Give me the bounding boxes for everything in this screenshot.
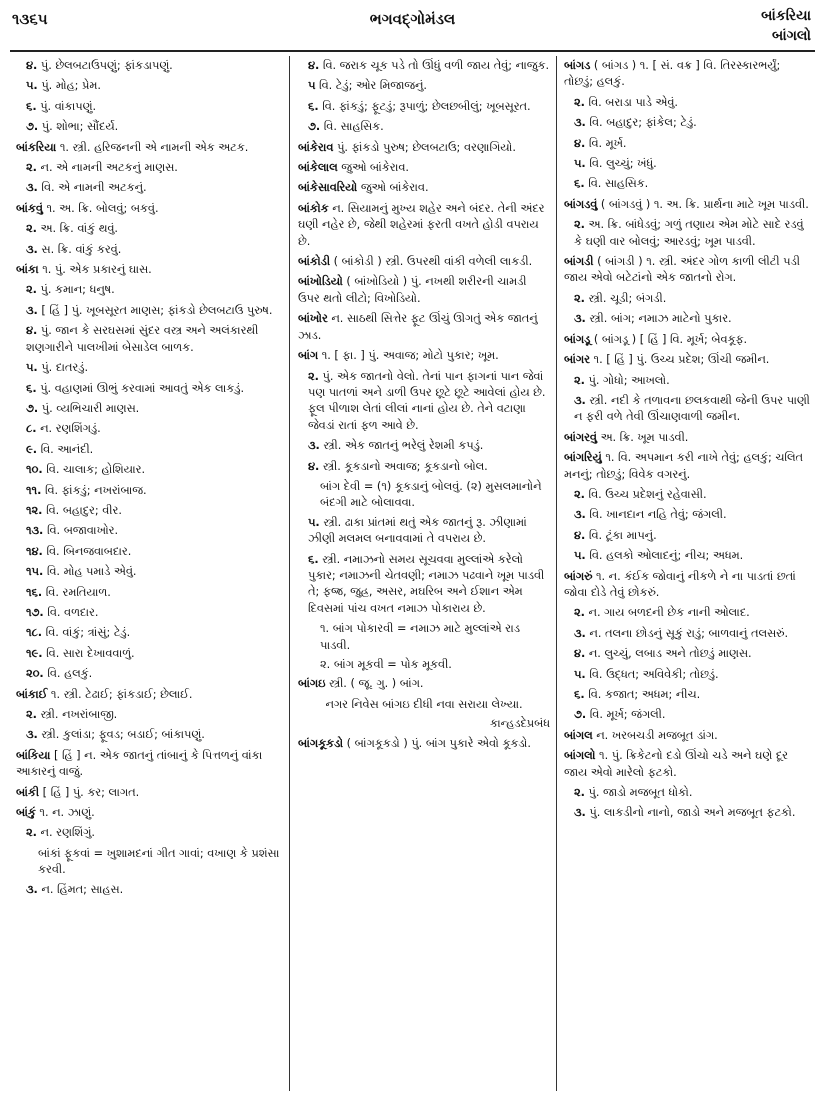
sense-line — [564, 136, 812, 152]
sense-definition: પું. છેલબટાઉપણું; ફાંકડાપણું. — [40, 59, 173, 72]
sense-line — [16, 564, 284, 580]
sense-line — [564, 487, 812, 503]
idiom-line: ૨. બાંગ મૂકવી = પોક મૂકવી. — [320, 658, 452, 671]
sense-number: ૩. — [26, 242, 38, 256]
sense-line — [564, 626, 812, 642]
sense-line — [564, 667, 812, 683]
entry-headword: બાંગ — [298, 349, 319, 363]
sense-number: ૧૬. — [26, 585, 43, 599]
sense-definition: સ્ત્રી. નખરાંબાજી. — [40, 708, 118, 721]
entry-headword: બાંકાઈ — [16, 687, 48, 701]
sense-definition: વિ. સાહસિક. — [323, 120, 384, 134]
entry-headword: બાંકેસાવરિયો — [298, 181, 358, 195]
sense-line — [564, 393, 812, 426]
sense-line — [564, 805, 812, 821]
dictionary-entry — [298, 140, 550, 156]
idiom-line: ૧. બાંગ પોકારવી = નમાઝ માટે મુલ્લાંએ રાડ પાડવી. — [320, 622, 520, 652]
sense-number: ૫. — [308, 515, 320, 529]
sense-line — [564, 687, 812, 703]
sense-number: ૨. — [26, 826, 37, 840]
guide-word-last: બાંગલો — [772, 28, 811, 44]
dictionary-entry — [16, 805, 284, 821]
entry-headword: બાંગરું — [564, 569, 593, 583]
sense-definition: વિ. ટેડું; ઓર મિજાજનું. — [319, 79, 427, 93]
sense-number: ૩. — [26, 882, 38, 896]
sense-definition: વિ. હલકું. — [47, 667, 93, 681]
sense-number: ૪. — [26, 324, 38, 338]
sense-line — [16, 401, 284, 417]
page-number: ૧૩૬૫ — [12, 10, 48, 28]
page-title: ભગવદ્ગોમંડલ — [369, 10, 456, 28]
sense-line — [298, 78, 550, 94]
dictionary-entry — [16, 785, 284, 801]
dictionary-entry — [564, 748, 812, 781]
entry-definition: પું. ફાંકડો પુરુષ; છેલબટાઉ; વરણાગિયો. — [337, 140, 516, 154]
entry-definition: ન. સાઠથી સિત્તેર ફૂટ ઊંચું ઊગતું એક જાતનું ઝાડ. — [298, 312, 538, 342]
entry-headword: બાંગડી — [564, 255, 594, 269]
sense-definition: પું. લાકડીનો નાનો, જાડો અને મજબૂત ફટકો. — [589, 806, 796, 820]
sense-definition: સ્ત્રી. ચૂડી; બંગડી. — [588, 291, 667, 305]
sense-number: ૮. — [26, 422, 37, 436]
sense-number: ૨. — [574, 487, 585, 501]
sense-line — [16, 544, 284, 560]
sense-definition: વિ. આનંદી. — [40, 442, 94, 456]
idiom-line: બાંગ દેવી = (૧) કૂકડાનું બોલવું. (૨) મુસલમાનોને બંદગી માટે બોલાવવા. — [320, 479, 542, 510]
sense-line — [16, 421, 284, 437]
column-right — [564, 58, 812, 1089]
sense-line — [298, 99, 550, 115]
dictionary-entry — [16, 748, 284, 781]
sense-definition: વિ. ઉદ્ધત; અવિવેકી; તોછડું. — [589, 667, 719, 681]
dictionary-entry — [564, 58, 812, 91]
sense-definition: ન. હિંમત; સાહસ. — [41, 882, 124, 896]
sense-number: ૬. — [574, 177, 585, 191]
sense-definition: પું. એક જાતનો વેલો. તેનાં પાન ફાગનાં પાન જેવાં પણ પાતળાં અને ડાળી ઉપર છૂટે છૂટે આવેલાં હોય છે. ફૂલ પીળાશ લેતાં લીલાં નાનાં હોય છે. તેને વટાણા જેવડાં રાતાં ફળ આવે છે. — [308, 369, 546, 432]
entry-definition: ૧. સ્ત્રી. હરિજનની એ નામની એક અટક. — [59, 140, 249, 154]
sense-number: ૩. — [574, 393, 586, 407]
sense-line — [16, 825, 284, 841]
sense-number: ૭. — [308, 120, 321, 134]
dictionary-entry — [298, 160, 550, 176]
sense-definition: વિ. બરાડા પાડે એવું. — [588, 95, 678, 109]
sense-definition: ન. તલના છોડનું સૂકું રાડું; બાળવાનું તલસરું. — [589, 626, 789, 640]
column-left — [16, 58, 284, 1089]
sense-number: ૫. — [574, 667, 586, 681]
sense-number: ૩. — [574, 312, 586, 326]
sense-number: ૨. — [574, 373, 585, 387]
entry-headword: બાંકરિયા — [16, 140, 57, 154]
sense-number: ૬. — [308, 99, 319, 113]
sense-line — [16, 323, 284, 356]
sense-number: ૧૭. — [26, 605, 44, 619]
entry-headword: બાંગડૂ — [564, 332, 591, 346]
sense-number: ૩. — [574, 508, 586, 522]
entry-definition: અ. ક્રિ. ખૂમ પાડવી. — [600, 430, 689, 444]
sense-definition: વિ. ફાંકડું; ફૂટડું; રૂપાળું; છેલછબીલું; ખૂબસૂરત. — [322, 99, 531, 113]
sense-number: ૧૮. — [26, 626, 43, 640]
entry-definition: ૧. સ્ત્રી. ટેઢાઈ; ફાંકડાઈ; છેલાઈ. — [50, 687, 193, 701]
entry-headword: બાંગરિયું — [564, 451, 602, 465]
entry-definition: ૧. [ હિં ] પું. ઉચ્ચ પ્રદેશ; ઊંચી જમીન. — [593, 353, 770, 367]
dictionary-entry — [298, 736, 550, 752]
entry-headword: બાંખોર — [298, 312, 328, 326]
sense-definition: ન. ગાય બળદની છેક નાની ઓલાદ. — [588, 606, 750, 620]
sense-line — [564, 707, 812, 723]
sense-definition: વિ. બહાદુર; ફાંકેલ; ટેડું. — [589, 116, 697, 130]
sense-definition: સ્ત્રી. નદી કે તળાવના છલકવાથી જેની ઉપર પાણી ન ફરી વળે તેવી ઊંચાણવાળી જમીન. — [574, 393, 810, 424]
sense-line — [298, 515, 550, 548]
sense-line — [298, 58, 550, 74]
sense-definition: વિ. ટૂંકા માપનું. — [588, 528, 657, 542]
sense-number: ૫. — [26, 361, 38, 375]
dictionary-entry — [564, 569, 812, 602]
entry-definition: ( બાંકોડી ) સ્ત્રી. ઉપરથી વાંકી વળેલી લાકડી. — [333, 255, 533, 269]
sense-number: ૧૩. — [26, 524, 44, 538]
column-divider-1 — [289, 56, 290, 1091]
sense-line — [564, 115, 812, 131]
sense-line — [16, 727, 284, 743]
sense-number: ૩. — [574, 116, 586, 130]
sense-definition: પું. દાતરડું. — [41, 361, 89, 375]
dictionary-entry — [16, 687, 284, 703]
header-rule — [10, 50, 815, 52]
entry-definition: ( બાંગડ ) ૧. [ સં. વક્ર ] વિ. તિરસ્કારભર્યું; તોછડું; હલકું. — [564, 59, 781, 89]
sense-number: ૪. — [308, 459, 320, 473]
sense-definition: સ્ત્રી. એક જાતનું ભરેલું રેશમી કપડું. — [323, 439, 484, 453]
entry-headword: બાંકેલાલ — [298, 161, 338, 175]
sense-definition: પું. ગોધો; આખલો. — [588, 373, 670, 387]
entry-headword: બાંગલ — [564, 728, 593, 742]
sense-definition: વિ. ઉચ્ચ પ્રદેશનું રહેવાસી. — [588, 487, 707, 501]
page-header — [0, 0, 825, 54]
entry-definition: ન. સિયામનું મુખ્ય શહેર અને બંદર. તેની અંદર ઘણી નહેર છે, જેથી શહેરમાં ફરતી વખતે હોડી વપરાય છે. — [298, 201, 545, 248]
entry-definition: ૧. પું. એક પ્રકારનું ઘાસ. — [42, 263, 152, 277]
sense-definition: વિ. વળદાર. — [47, 605, 99, 619]
entry-definition: [ હિં ] ન. એક જાતનું તાંબાનું કે પિત્તળનું વાંકા આકારનું વાજું. — [16, 748, 263, 779]
sense-definition: સ્ત્રી. બાંગ; નમાઝ માટેનો પુકાર. — [589, 312, 732, 326]
sense-definition: વિ. બજાવાખોર. — [46, 524, 119, 538]
sense-definition: પું. વહાણમાં ઊભું કરવામાં આવતું એક લાકડું. — [40, 381, 245, 395]
sense-number: ૪. — [574, 136, 586, 150]
dictionary-entry — [298, 254, 550, 270]
sense-definition: વિ. એ નામની અટકનું. — [41, 181, 147, 195]
sense-line — [16, 119, 284, 135]
sense-definition: ન. એ નામની અટકનું માણસ. — [40, 161, 178, 175]
entry-definition: ( બાંગડવું ) ૧. અ. ક્રિ. પ્રાર્થના માટે ખૂમ પાડવી. — [600, 197, 809, 211]
entry-definition: ૧. અ. ક્રિ. બોલવું; બકવું. — [46, 201, 159, 215]
sense-number: ૫. — [574, 549, 586, 563]
sense-definition: વિ. રમતિયાળ. — [45, 585, 111, 599]
sense-definition: વિ. મોહ પમાડે એવું. — [46, 565, 137, 579]
entry-headword: બાંકું — [16, 806, 36, 820]
sense-line — [16, 160, 284, 176]
sense-definition: અ. ક્રિ. વાંકું થવું. — [40, 222, 119, 236]
entry-definition: ( બાંખોડિયો ) પું. નખથી શરીરની ચામડી ઉપર થતો લીટો; વિખોડિયો. — [298, 275, 527, 305]
column-middle — [298, 58, 550, 1089]
sense-definition: વિ. ખાનદાન નહિ તેવું; જંગલી. — [589, 508, 727, 522]
sense-definition: પું. શોભા; સૌંદર્ય. — [41, 120, 119, 134]
sense-line — [16, 666, 284, 682]
sense-number: ૪. — [308, 59, 320, 72]
entry-headword: બાંકિયા — [16, 748, 51, 762]
sense-definition: સ્ત્રી. નમાઝનો સમય સૂચવવા મુલ્લાંએ કરેલો પુકાર; નમાઝની ચેતવણી; નમાઝ પઢવાને ખૂમ પાડવી તે; ફજ્ર, જુહ્ર, અસર, મઘરિબ અને ઈશાન એમ દિવસમાં પાંચ વખત નમાઝ પોકારાય છે. — [308, 552, 545, 615]
sense-number: ૩. — [26, 728, 38, 742]
sense-definition: વિ. વાંકું; ત્રાંસું; ટેડું. — [45, 626, 131, 640]
sense-number: ૩. — [574, 806, 586, 820]
sense-definition: સ્ત્રી. કૂકડાનો અવાજ; કૂકડાનો બોલ. — [322, 459, 488, 473]
sense-number: ૩. — [308, 439, 320, 453]
sense-line — [564, 507, 812, 523]
sense-number: ૪. — [574, 528, 586, 542]
dictionary-entry — [564, 352, 812, 368]
entry-definition: ( બાંગડૂ ) [ હિં ] વિ. મૂર્ખ; બેવકૂફ. — [593, 332, 748, 346]
entry-headword: બાંકા — [16, 263, 39, 277]
sense-number: ૨. — [574, 291, 585, 305]
entry-headword: બાંકવું — [16, 201, 43, 215]
sense-line — [564, 217, 812, 250]
sense-definition: વિ. ફાંકડું; નખરાંબાજ. — [44, 483, 147, 497]
sense-number: ૧૯. — [26, 646, 43, 660]
entry-definition: ન. ખરબચડી મજબૂત ડાંગ. — [596, 728, 718, 742]
sense-definition: વિ. કજાત; અધમ; નીચ. — [588, 688, 701, 701]
dictionary-entry — [564, 728, 812, 744]
sense-number: ૨. — [308, 369, 319, 383]
sense-number: ૨. — [574, 95, 585, 109]
sense-line — [16, 882, 284, 898]
sense-line — [16, 625, 284, 641]
sense-number: ૫. — [574, 157, 586, 171]
dictionary-entry — [564, 197, 812, 213]
sense-number: ૩. — [26, 303, 38, 317]
entry-definition: [ હિં ] પું. કર; લાગત. — [42, 785, 140, 799]
entry-headword: બાંખોડિયો — [298, 275, 343, 289]
sense-line — [16, 78, 284, 94]
entry-definition: ૧. ન. ઝાણું. — [39, 806, 95, 820]
entry-definition: ૧. [ ફા. ] પું. અવાજ; મોટો પુકાર; ખૂમ. — [321, 349, 499, 363]
sense-definition: વિ. સાહસિક. — [588, 177, 649, 191]
dictionary-entry — [564, 450, 812, 483]
sense-line — [564, 373, 812, 389]
entry-definition: જુઓ બાંકેરાવ. — [341, 161, 409, 175]
sense-line — [298, 552, 550, 618]
sense-definition: પું. કમાન; ધનુષ. — [40, 283, 115, 297]
sense-number: ૧૦. — [26, 463, 43, 477]
sense-line — [16, 360, 284, 376]
entry-headword: બાંકી — [16, 785, 40, 799]
sense-line — [564, 605, 812, 621]
dictionary-entry — [298, 201, 550, 250]
dictionary-entry — [564, 430, 812, 446]
sense-number: ૨. — [26, 161, 37, 175]
sense-line — [16, 503, 284, 519]
sense-number: ૩. — [26, 181, 38, 195]
entry-headword: બાંગડવું — [564, 197, 598, 211]
sense-line — [564, 785, 812, 801]
sense-line — [298, 438, 550, 454]
sense-line — [16, 605, 284, 621]
dictionary-entry — [564, 254, 812, 287]
entry-headword: બાંગલો — [564, 749, 596, 763]
sense-number: ૨૦. — [26, 667, 44, 681]
sense-line — [298, 369, 550, 435]
entry-headword: બાંકોડી — [298, 255, 331, 269]
sense-line — [564, 646, 812, 662]
sense-number: ૧૧. — [26, 483, 42, 497]
sense-definition: પું. વ્યભિચારી માણસ. — [41, 401, 140, 415]
dictionary-entry — [16, 140, 284, 156]
guide-word-first: બાંકરિયા — [761, 8, 811, 24]
sense-number: ૬. — [26, 381, 37, 395]
sense-line — [16, 707, 284, 723]
sense-number: ૬. — [574, 688, 585, 701]
sense-line — [16, 646, 284, 662]
sense-number: ૨. — [26, 222, 37, 236]
sense-line — [564, 311, 812, 327]
entry-headword: બાંકોક — [298, 201, 329, 215]
dictionary-entry — [16, 201, 284, 217]
idiom-line: બાંકાં ફૂકવાં = ખુશામદનાં ગીત ગાવાં; વખાણ કે પ્રશંસા કરવી. — [38, 846, 280, 877]
sense-number: ૬. — [308, 552, 319, 566]
sense-number: ૧૫. — [26, 565, 44, 579]
sense-definition: વિ. બિનજવાબદાર. — [46, 544, 132, 558]
sense-definition: પું. વાંકાપણું. — [40, 99, 97, 113]
sense-definition: વિ. મૂર્ખ. — [588, 136, 627, 150]
entry-definition: ૧. વિ. અપમાન કરી નાખે તેવું; હલકું; ચલિત મનનું; તોછડું; વિવેક વગરનું. — [564, 451, 804, 481]
entry-definition: ૧. પું. ક્રિકેટનો દડો ઊંચો ચડે અને ઘણે દૂર જાય એવો મારેલો ફટકો. — [564, 749, 788, 779]
sense-definition: સ્ત્રી. કુલાંડા; ફૂવડ; બડાઈ; બાંકાપણું. — [41, 728, 205, 742]
sense-definition: વિ. બહાદુર; વીર. — [46, 503, 122, 517]
quotation-line: નગર નિવેસ બાંગઇ દીધી નવા સરાયા લેખ્યા. — [325, 697, 523, 711]
sense-definition: વિ. સારા દેખાવવાળું. — [46, 646, 135, 660]
sense-number: ૫ — [308, 79, 316, 93]
dictionary-entry — [564, 332, 812, 348]
sense-definition: સ્ત્રી. ઢાકા પ્રાંતમાં થતું એક જાતનું રૂ. ઝીણામાં ઝીણી મલમલ બનાવવામાં તે વપરાય છે. — [308, 515, 527, 546]
sense-definition: પું. મોહ; પ્રેમ. — [41, 79, 101, 93]
sense-definition: વિ. મૂર્ખ; જંગલી. — [589, 708, 666, 722]
sense-definition: ન. રણશિંગડું. — [40, 422, 101, 436]
sense-number: ૨. — [574, 218, 585, 232]
sense-definition: [ હિં ] પું. ખૂબસૂરત માણસ; ફાંકડો છેલબટાઉ પુરુષ. — [41, 303, 273, 317]
sense-definition: ન. લુચ્ચું, લબાડ અને તોછડું માણસ. — [588, 647, 752, 661]
dictionary-entry — [16, 262, 284, 278]
sense-number: ૨. — [574, 786, 585, 800]
entry-headword: બાંગર — [564, 353, 590, 367]
sense-line — [564, 95, 812, 111]
sense-line — [16, 242, 284, 258]
sense-definition: પું. જાડો મજબૂત ધોકો. — [588, 786, 693, 800]
sense-line — [16, 462, 284, 478]
sense-line — [16, 483, 284, 499]
sense-number: ૨. — [574, 606, 585, 620]
sense-number: ૩. — [574, 626, 586, 640]
entry-headword: બાંગડ — [564, 59, 591, 72]
sense-line — [298, 119, 550, 135]
entry-definition: ( બાંગડી ) ૧. સ્ત્રી. અંદર ગોળ કાળી લીટી પડી જાય એવો બટેટાંનો એક જાતનો રોગ. — [564, 255, 800, 285]
sense-line — [16, 303, 284, 319]
quotation-source: કાન્હડદેપ્રબંધ — [489, 717, 550, 731]
sense-line — [298, 459, 550, 475]
sense-number: ૭. — [26, 120, 39, 134]
dictionary-entry — [298, 274, 550, 307]
sense-line — [16, 282, 284, 298]
dictionary-entry — [298, 311, 550, 344]
sense-number: ૧૪. — [26, 544, 43, 558]
dictionary-entry — [298, 676, 550, 692]
sense-definition: વિ. ચાલાક; હોશિયાર. — [46, 463, 146, 477]
entry-definition: સ્ત્રી. ( જૂ. ગુ. ) બાંગ. — [328, 677, 424, 691]
sense-number: ૭. — [26, 401, 39, 415]
sense-number: ૫. — [26, 79, 38, 93]
sense-line — [16, 180, 284, 196]
entry-headword: બાંગકૂકડો — [298, 736, 344, 750]
sense-number: ૬. — [26, 99, 37, 113]
sense-line — [16, 381, 284, 397]
sense-definition: વિ. જરાક ચૂક પડે તો ઊંધું વળી જાય તેવું; નાજુક. — [322, 59, 550, 72]
sense-line — [16, 585, 284, 601]
entry-headword: બાંગઇ — [298, 677, 326, 691]
entry-definition: ( બાંગકૂકડો ) પું. બાંગ પુકારે એવો કૂકડો. — [346, 736, 531, 750]
column-divider-2 — [556, 56, 557, 1091]
sense-line — [16, 221, 284, 237]
sense-definition: ન. રણશિંગું. — [40, 826, 95, 840]
sense-definition: અ. ક્રિ. બાંધેડવું; ગળું તણાય એમ મોટે સાદે રડવું કે ઘણી વાર બોલવું; આરડવું; ખૂમ પાડવી. — [574, 218, 804, 248]
sense-line — [16, 523, 284, 539]
sense-definition: વિ. લુચ્ચું; ખંધું. — [589, 157, 657, 171]
sense-line — [564, 291, 812, 307]
sense-number: ૭. — [574, 708, 587, 722]
entry-definition: જુઓ બાંકેરાવ. — [360, 181, 429, 195]
entry-headword: બાંકેરાવ — [298, 140, 334, 154]
sense-line — [564, 548, 812, 564]
sense-line — [564, 176, 812, 192]
sense-line — [564, 528, 812, 544]
sense-number: ૯. — [26, 442, 37, 456]
sense-number: ૪. — [26, 59, 38, 72]
sense-number: ૨. — [26, 708, 37, 721]
sense-line — [16, 99, 284, 115]
sense-definition: સ. ક્રિ. વાંકું કરવું. — [41, 242, 122, 256]
sense-number: ૪. — [574, 647, 586, 661]
entry-headword: બાંગરવું — [564, 430, 597, 444]
sense-line — [16, 442, 284, 458]
sense-definition: પું. જાન કે સરઘસમાં સુંદર વસ્ત્ર અને અલંકારથી શણગારીને પાલખીમાં બેસાડેલ બાળક. — [26, 324, 259, 354]
sense-line — [564, 156, 812, 172]
sense-number: ૧૨. — [26, 503, 43, 517]
sense-line — [16, 58, 284, 74]
entry-definition: ૧. ન. કંઈક જોવાનું નીકળે ને ના પાડતાં છતાં જોવા દોડે તેવું છોકરું. — [564, 569, 796, 599]
sense-definition: વિ. હલકો ઓલાદનું; નીચ; અધમ. — [589, 549, 744, 563]
guide-words — [761, 6, 811, 46]
sense-number: ૨. — [26, 283, 37, 297]
dictionary-entry — [298, 180, 550, 196]
dictionary-entry — [298, 348, 550, 364]
